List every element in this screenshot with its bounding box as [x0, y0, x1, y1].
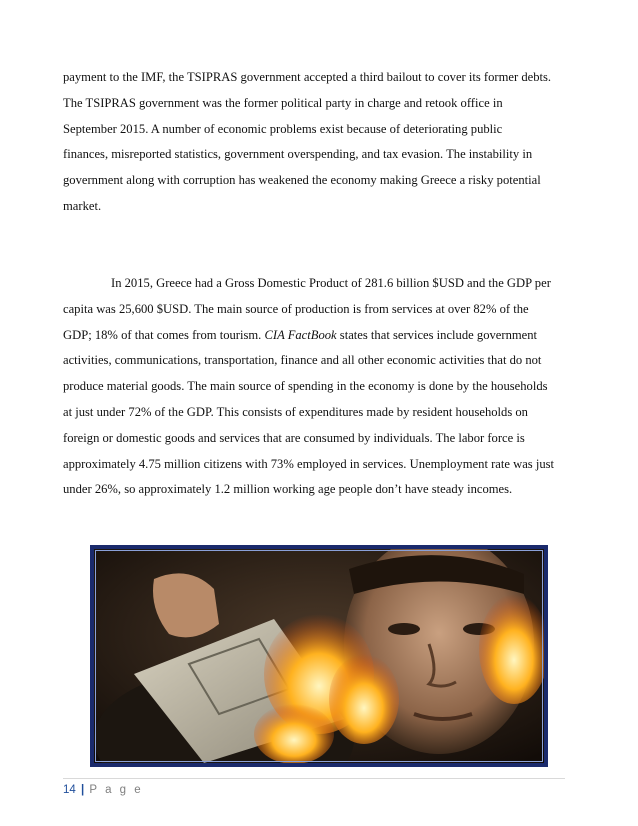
text-line: In 2015, Greece had a Gross Domestic Product of 281.6 billion $USD and the GDP per	[111, 276, 551, 290]
source-citation: CIA FactBook	[264, 327, 337, 342]
text-span: GDP; 18% of that comes from tourism.	[63, 327, 265, 342]
text-line: under 26%, so approximately 1.2 million working age people don’t have steady incomes.	[63, 482, 513, 497]
footer-divider	[63, 778, 565, 779]
text-line: foreign or domestic goods and services that are consumed by individuals. The labor force is	[63, 430, 525, 445]
flame-shape	[329, 654, 399, 744]
page-label: P a g e	[89, 784, 144, 796]
text-line: capita was 25,600 $USD. The main source of production is from services at over 82% of the	[63, 301, 529, 316]
text-line: September 2015. A number of economic problems exist because of deteriorating public	[63, 121, 503, 136]
text-line: market.	[63, 198, 102, 213]
footer-separator: |	[81, 784, 85, 796]
page-footer	[63, 784, 143, 796]
text-line: activities, communications, transportation, finance and all other economic activities that do not	[63, 353, 542, 368]
flame-shape	[254, 704, 334, 763]
text-line: produce material goods. The main source of spending in the economy is done by the households	[63, 379, 548, 394]
paragraph-greek-politics	[63, 65, 583, 220]
text-span: states that services include government	[336, 327, 538, 342]
eye-shape	[388, 623, 420, 635]
text-line: at just under 72% of the GDP. This consists of expenditures made by resident households on	[63, 404, 528, 419]
text-line: payment to the IMF, the TSIPRAS government accepted a third bailout to cover its former debts.	[63, 70, 552, 84]
text-line: government along with corruption has weakened the economy making Greece a risky potential	[63, 173, 541, 188]
text-line: approximately 4.75 million citizens with 73% employed in services. Unemployment rate was just	[63, 456, 555, 471]
text-line: The TSIPRAS government was the former political party in charge and retook office in	[63, 95, 503, 110]
text-line	[63, 323, 583, 349]
paragraph-greek-economy	[63, 271, 583, 503]
photo-burning-euro-note	[90, 545, 548, 767]
photo-illustration	[94, 549, 544, 763]
text-line: finances, misreported statistics, government overspending, and tax evasion. The instability in	[63, 147, 533, 162]
page-number: 14	[63, 784, 76, 796]
